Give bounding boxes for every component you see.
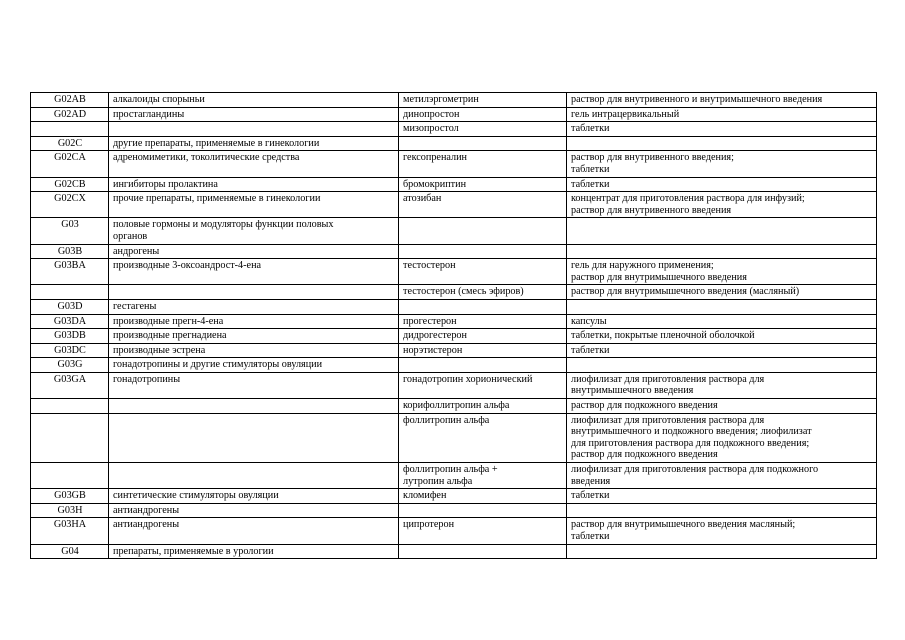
drug-name-cell (399, 244, 567, 259)
atc-code-cell: G03D (31, 299, 109, 314)
atc-code-cell: G03 (31, 218, 109, 244)
drug-name-cell: фоллитропин альфа (399, 413, 567, 462)
dosage-form-cell: таблетки (567, 177, 877, 192)
table-row (31, 151, 877, 177)
dosage-form-cell: таблетки (567, 489, 877, 504)
atc-code-cell: G02AD (31, 107, 109, 122)
drug-name-cell: метилэргометрин (399, 93, 567, 108)
dosage-form-cell: таблетки, покрытые пленочной оболочкой (567, 329, 877, 344)
drug-name-cell: тестостерон (399, 259, 567, 285)
atc-code-cell: G03DA (31, 314, 109, 329)
table-row (31, 136, 877, 151)
table-row (31, 544, 877, 559)
atc-code-cell: G02CX (31, 192, 109, 218)
table-row (31, 413, 877, 462)
atc-code-cell (31, 285, 109, 300)
table-row (31, 192, 877, 218)
dosage-form-cell: лиофилизат для приготовления раствора для подкожного введения (567, 463, 877, 489)
table-row (31, 463, 877, 489)
drug-name-cell (399, 503, 567, 518)
table-row (31, 122, 877, 137)
dosage-form-cell: раствор для подкожного введения (567, 399, 877, 414)
table-row (31, 177, 877, 192)
group-name-cell: производные прегнадиена (109, 329, 399, 344)
atc-code-cell: G03GB (31, 489, 109, 504)
group-name-cell (109, 122, 399, 137)
atc-code-cell: G03BA (31, 259, 109, 285)
table-row (31, 299, 877, 314)
table-row (31, 285, 877, 300)
group-name-cell: гестагены (109, 299, 399, 314)
group-name-cell: антиандрогены (109, 503, 399, 518)
atc-code-cell: G02CA (31, 151, 109, 177)
drug-classification-table (30, 92, 877, 559)
dosage-form-cell: концентрат для приготовления раствора для инфузий; раствор для внутривенного введения (567, 192, 877, 218)
atc-code-cell (31, 399, 109, 414)
dosage-form-cell: раствор для внутривенного введения; таблетки (567, 151, 877, 177)
group-name-cell (109, 285, 399, 300)
table-row (31, 218, 877, 244)
group-name-cell: производные эстрена (109, 343, 399, 358)
atc-code-cell: G02AB (31, 93, 109, 108)
atc-code-cell: G03HA (31, 518, 109, 544)
group-name-cell: половые гормоны и модуляторы функции половых органов (109, 218, 399, 244)
group-name-cell: гонадотропины (109, 372, 399, 398)
group-name-cell: производные прегн-4-ена (109, 314, 399, 329)
table-row (31, 503, 877, 518)
group-name-cell: другие препараты, применяемые в гинекологии (109, 136, 399, 151)
dosage-form-cell (567, 244, 877, 259)
dosage-form-cell (567, 136, 877, 151)
drug-name-cell: гексопреналин (399, 151, 567, 177)
drug-name-cell: прогестерон (399, 314, 567, 329)
dosage-form-cell: капсулы (567, 314, 877, 329)
group-name-cell: прочие препараты, применяемые в гинекологии (109, 192, 399, 218)
group-name-cell: простагландины (109, 107, 399, 122)
table-row (31, 93, 877, 108)
drug-name-cell (399, 358, 567, 373)
group-name-cell: адреномиметики, токолитические средства (109, 151, 399, 177)
dosage-form-cell: гель интрацервикальный (567, 107, 877, 122)
table-row (31, 329, 877, 344)
group-name-cell: производные 3-оксоандрост-4-ена (109, 259, 399, 285)
atc-code-cell: G03G (31, 358, 109, 373)
atc-code-cell: G02C (31, 136, 109, 151)
atc-code-cell: G03DB (31, 329, 109, 344)
atc-code-cell: G04 (31, 544, 109, 559)
dosage-form-cell (567, 544, 877, 559)
drug-name-cell: ципротерон (399, 518, 567, 544)
table-row (31, 343, 877, 358)
group-name-cell: андрогены (109, 244, 399, 259)
atc-code-cell: G03GA (31, 372, 109, 398)
group-name-cell: препараты, применяемые в урологии (109, 544, 399, 559)
drug-name-cell: тестостерон (смесь эфиров) (399, 285, 567, 300)
table-row (31, 244, 877, 259)
dosage-form-cell: раствор для внутривенного и внутримышечного введения (567, 93, 877, 108)
dosage-form-cell (567, 358, 877, 373)
dosage-form-cell: раствор для внутримышечного введения масляный; таблетки (567, 518, 877, 544)
drug-name-cell: фоллитропин альфа + лутропин альфа (399, 463, 567, 489)
dosage-form-cell: раствор для внутримышечного введения (масляный) (567, 285, 877, 300)
atc-code-cell (31, 413, 109, 462)
table-row (31, 314, 877, 329)
table-row (31, 399, 877, 414)
dosage-form-cell (567, 218, 877, 244)
group-name-cell: антиандрогены (109, 518, 399, 544)
dosage-form-cell: таблетки (567, 343, 877, 358)
group-name-cell: алкалоиды спорыньи (109, 93, 399, 108)
table-row (31, 372, 877, 398)
drug-name-cell: кломифен (399, 489, 567, 504)
drug-name-cell: динопростон (399, 107, 567, 122)
table-row (31, 489, 877, 504)
dosage-form-cell (567, 503, 877, 518)
drug-name-cell: мизопростол (399, 122, 567, 137)
dosage-form-cell: гель для наружного применения; раствор для внутримышечного введения (567, 259, 877, 285)
drug-name-cell (399, 544, 567, 559)
drug-name-cell: гонадотропин хорионический (399, 372, 567, 398)
drug-name-cell (399, 136, 567, 151)
atc-code-cell (31, 463, 109, 489)
dosage-form-cell (567, 299, 877, 314)
drug-name-cell (399, 218, 567, 244)
drug-name-cell: бромокриптин (399, 177, 567, 192)
drug-name-cell: норэтистерон (399, 343, 567, 358)
table-row (31, 518, 877, 544)
table-row (31, 259, 877, 285)
table-body (31, 93, 877, 559)
group-name-cell (109, 413, 399, 462)
drug-name-cell: атозибан (399, 192, 567, 218)
atc-code-cell: G03B (31, 244, 109, 259)
dosage-form-cell: таблетки (567, 122, 877, 137)
table-row (31, 107, 877, 122)
atc-code-cell: G03H (31, 503, 109, 518)
group-name-cell: гонадотропины и другие стимуляторы овуляции (109, 358, 399, 373)
group-name-cell (109, 399, 399, 414)
atc-code-cell: G03DC (31, 343, 109, 358)
drug-name-cell (399, 299, 567, 314)
dosage-form-cell: лиофилизат для приготовления раствора для внутримышечного и подкожного введения; лиофилизат для приготовления раствора для подкожного введения; раствор для подкожного введения (567, 413, 877, 462)
group-name-cell: ингибиторы пролактина (109, 177, 399, 192)
drug-name-cell: корифоллитропин альфа (399, 399, 567, 414)
group-name-cell: синтетические стимуляторы овуляции (109, 489, 399, 504)
dosage-form-cell: лиофилизат для приготовления раствора для внутримышечного введения (567, 372, 877, 398)
drug-name-cell: дидрогестерон (399, 329, 567, 344)
atc-code-cell: G02CB (31, 177, 109, 192)
group-name-cell (109, 463, 399, 489)
atc-code-cell (31, 122, 109, 137)
table-row (31, 358, 877, 373)
